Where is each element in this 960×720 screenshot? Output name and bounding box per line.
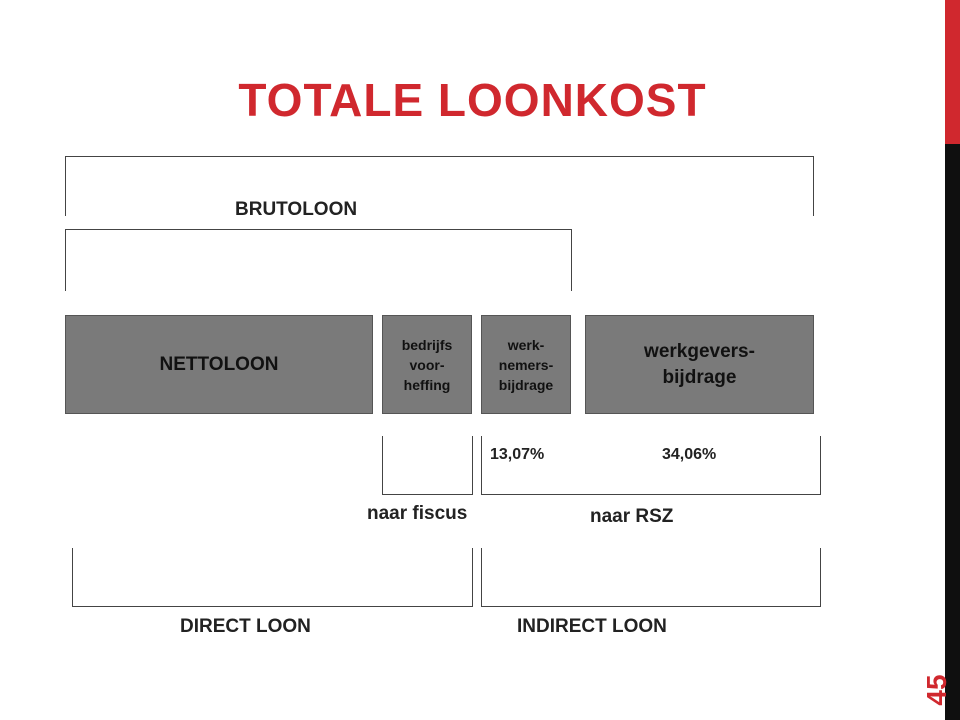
page-title: TOTALE LOONKOST [238,74,707,126]
werkgeversbijdrage-box [585,315,814,414]
werknemersbijdrage-box [481,315,571,414]
nettoloon-box [65,315,373,414]
sidebar-accent-red [945,0,960,144]
nettoloon-label: NETTOLOON [159,353,279,375]
naar-fiscus-label: naar fiscus [367,503,468,524]
werknemersbijdrage-label: werk- nemers- bijdrage [498,336,554,393]
brutoloon-label: BRUTOLOON [235,199,358,220]
werknemers-percentage: 13,07% [490,446,545,463]
bedrijfsvoorheffing-box [382,315,472,414]
bedrijfsvoorheffing-label: bedrijfs voor- heffing [401,336,453,393]
rsz-bracket [481,436,821,495]
brutoloon-bracket [65,156,814,216]
sidebar-accent-dark [945,144,960,720]
indirect-loon-label: INDIRECT LOON [517,616,667,637]
werkgevers-percentage: 34,06% [662,446,717,463]
direct-loon-bracket [72,548,473,607]
werkgeversbijdrage-label: werkgevers- bijdrage [644,340,755,388]
naar-rsz-label: naar RSZ [590,506,674,527]
indirect-loon-bracket [481,548,821,607]
slide-number: 45 [921,674,952,706]
direct-loon-label: DIRECT LOON [180,616,311,637]
netto-component-bracket [65,229,572,291]
fiscus-bracket [382,436,473,495]
